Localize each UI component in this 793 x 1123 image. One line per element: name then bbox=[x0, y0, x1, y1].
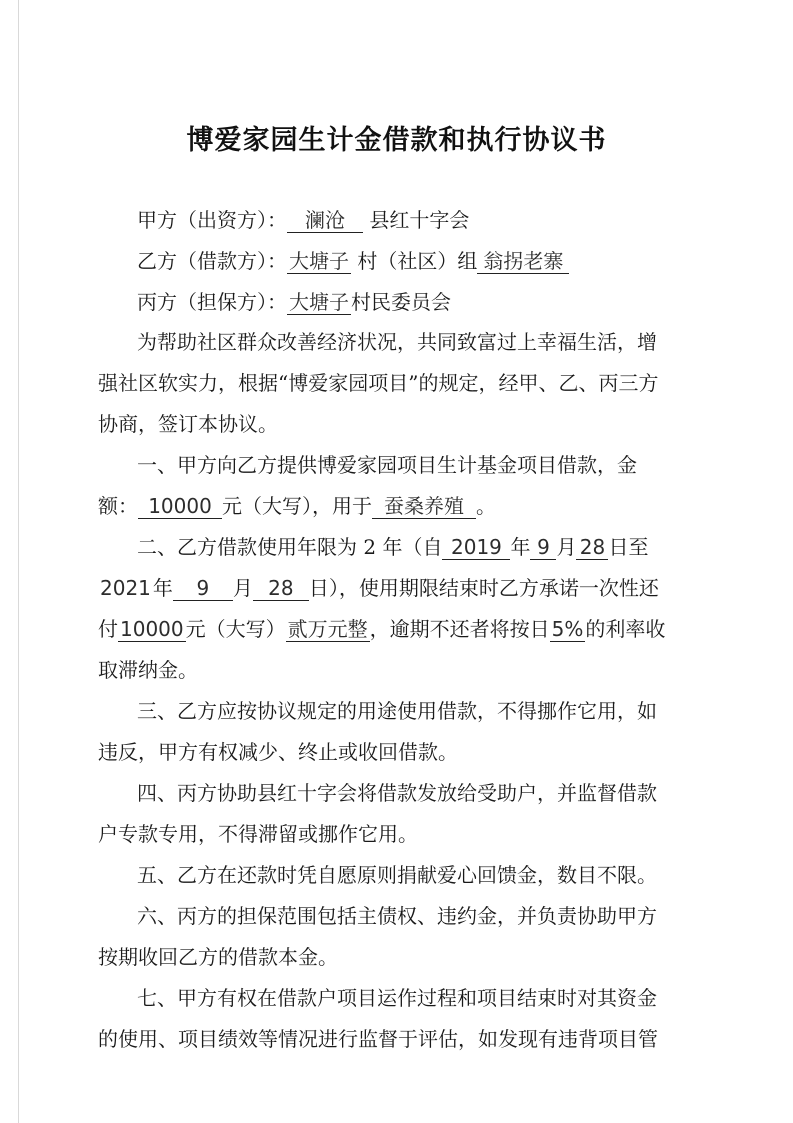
clause-2-line-2 bbox=[98, 574, 659, 602]
party-b-village: 大塘子 bbox=[289, 249, 349, 273]
clause-4-line-2: 户专款专用，不得滞留或挪作它用。 bbox=[98, 822, 418, 846]
clause-4-line-1: 四、丙方协助县红十字会将借款发放给受助户，并监督借款 bbox=[137, 781, 657, 805]
loan-amount: 10000 bbox=[138, 494, 222, 519]
party-c-suffix: 村民委员会 bbox=[351, 290, 451, 314]
party-b-group: 翁拐老寨 bbox=[477, 249, 569, 274]
start-day: 28 bbox=[576, 535, 608, 560]
intro-line-3: 协商，签订本协议。 bbox=[98, 412, 278, 436]
intro-line-1: 为帮助社区群众改善经济状况，共同致富过上幸福生活，增 bbox=[137, 330, 657, 354]
loan-purpose: 蚕桑养殖 bbox=[372, 494, 476, 519]
clause-1-line-1: 一、甲方向乙方提供博爱家园项目生计基金项目借款，金 bbox=[137, 453, 637, 477]
clause-3-line-2: 违反，甲方有权减少、终止或收回借款。 bbox=[98, 740, 458, 764]
clause-1-line-2 bbox=[98, 492, 496, 520]
intro-line-2: 强社区软实力，根据“博爱家园项目”的规定，经甲、乙、丙三方 bbox=[98, 371, 659, 395]
party-a-filled: 澜沧 bbox=[287, 208, 363, 233]
rate-suffix: 的利率收 bbox=[585, 617, 666, 641]
start-year: 2019 bbox=[442, 535, 510, 560]
clause-3-line-1: 三、乙方应按协议规定的用途使用借款，不得挪作它用，如 bbox=[137, 699, 657, 723]
end-day: 28 bbox=[253, 576, 309, 601]
clause-1-amount-prefix: 额： bbox=[98, 494, 138, 518]
clause-7-line-1: 七、甲方有权在借款户项目运作过程和项目结束时对其资金 bbox=[137, 986, 657, 1010]
end-month: 9 bbox=[173, 576, 233, 601]
clause-2-prefix: 二、乙方借款使用年限为 2 年（自 bbox=[137, 535, 443, 559]
document-title: 博爱家园生计金借款和执行协议书 bbox=[186, 125, 607, 156]
clause-6-line-2: 按期收回乙方的借款本金。 bbox=[98, 945, 338, 969]
party-b-line bbox=[137, 247, 569, 275]
clause-5-line-1: 五、乙方在还款时凭自愿原则捐献爱心回馈金，数目不限。 bbox=[137, 863, 657, 887]
start-month: 9 bbox=[530, 535, 556, 560]
repay-unit: 元（大写） bbox=[185, 617, 286, 641]
clause-2-line-1 bbox=[137, 533, 648, 561]
clause-1-amount-suffix: 元（大写），用于 bbox=[222, 494, 372, 518]
year-unit-2: 年 bbox=[152, 576, 173, 600]
end-year: 2021 bbox=[100, 576, 151, 600]
clause-7-line-2: 的使用、项目绩效等情况进行监督于评估，如发现有违背项目管 bbox=[98, 1027, 658, 1051]
overdue-text: ，逾期不还者将按日 bbox=[369, 617, 550, 641]
month-unit: 月 bbox=[556, 535, 577, 559]
party-b-label: 乙方（借款方）： bbox=[137, 249, 287, 273]
party-c-filled: 大塘子 bbox=[289, 290, 349, 314]
clause-2-line-3 bbox=[98, 615, 665, 643]
clause-2-line-2-text: 日），使用期限结束时乙方承诺一次性还 bbox=[308, 576, 659, 600]
day-to-unit: 日至 bbox=[608, 535, 649, 559]
scan-edge-line bbox=[18, 0, 19, 1123]
clause-2-line-4: 取滞纳金。 bbox=[98, 658, 198, 682]
party-a-label: 甲方（出资方）： bbox=[137, 208, 287, 232]
repay-amount: 10000 bbox=[120, 617, 184, 641]
party-a-line bbox=[137, 206, 469, 234]
clause-1-end: 。 bbox=[476, 494, 496, 518]
repay-amount-capital: 贰万元整 bbox=[287, 617, 368, 641]
party-c-line bbox=[137, 288, 451, 316]
party-a-suffix: 县红十字会 bbox=[369, 208, 470, 232]
year-unit: 年 bbox=[510, 535, 531, 559]
party-c-label: 丙方（担保方）： bbox=[137, 290, 287, 314]
month-unit-2: 月 bbox=[232, 576, 253, 600]
clause-6-line-1: 六、丙方的担保范围包括主债权、违约金，并负责协助甲方 bbox=[137, 904, 657, 928]
late-fee-rate: 5% bbox=[551, 617, 584, 641]
repay-prefix: 付 bbox=[98, 617, 118, 641]
party-b-middle: 村（社区）组 bbox=[357, 249, 478, 273]
